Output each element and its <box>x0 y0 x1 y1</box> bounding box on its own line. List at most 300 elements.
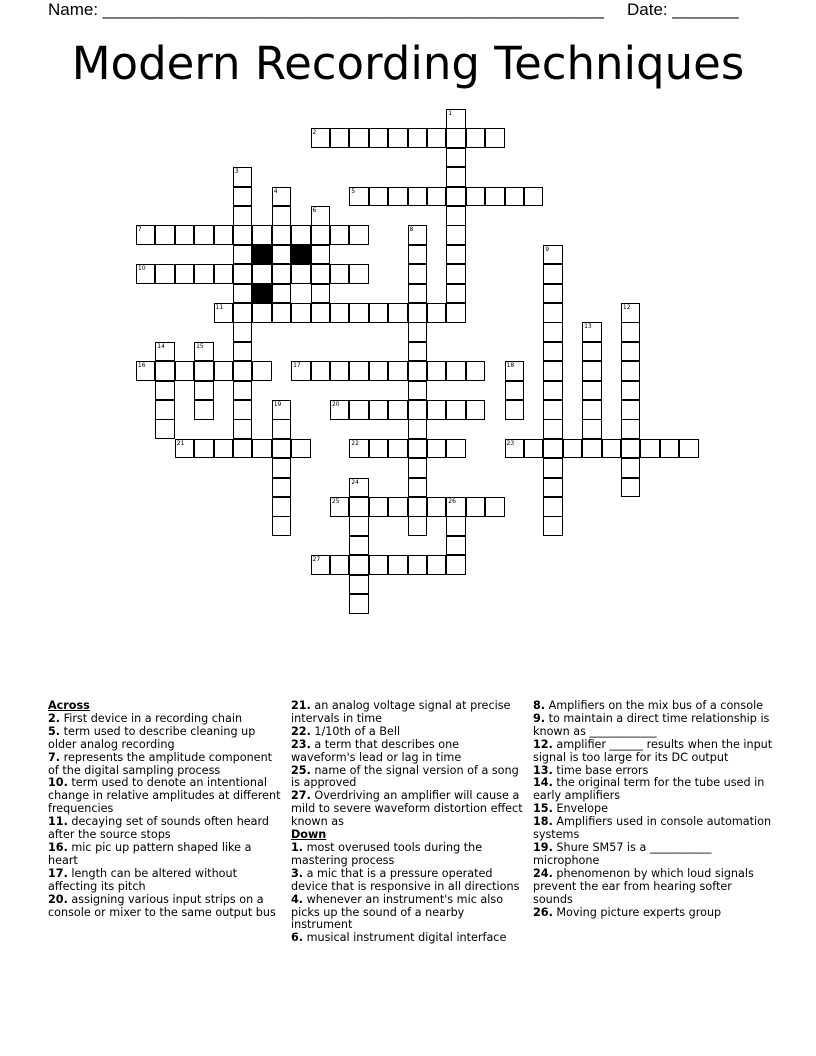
clue-number: 1 <box>448 110 453 117</box>
clue <box>291 765 526 791</box>
clue-number: 14 <box>157 342 165 350</box>
clue-text: musical instrument digital interface <box>303 931 507 945</box>
grid-cell[interactable] <box>214 264 234 284</box>
clue-number: 18. <box>533 815 553 829</box>
grid-cell[interactable] <box>291 439 311 459</box>
grid-cell[interactable] <box>621 322 641 342</box>
grid-cell[interactable] <box>311 361 331 381</box>
clue <box>48 726 283 752</box>
grid-cell[interactable] <box>446 148 466 168</box>
clue-number: 13 <box>584 323 592 331</box>
across-clue-list-continued <box>291 700 526 829</box>
grid-block-cell <box>252 284 272 304</box>
grid-cell[interactable] <box>660 439 680 459</box>
grid-cell[interactable] <box>155 264 175 284</box>
grid-cell[interactable] <box>291 264 311 284</box>
grid-cell[interactable] <box>136 264 156 284</box>
clue-number: 3 <box>234 168 239 176</box>
grid-cell[interactable] <box>388 187 408 207</box>
grid-cell[interactable] <box>466 497 486 517</box>
grid-cell[interactable] <box>621 342 641 362</box>
grid-cell[interactable] <box>621 439 641 459</box>
grid-cell[interactable] <box>621 361 641 381</box>
grid-cell[interactable] <box>369 497 389 517</box>
grid-cell[interactable] <box>388 439 408 459</box>
grid-cell[interactable] <box>272 478 292 498</box>
clue-number: 14. <box>533 776 553 790</box>
clue-text: length can be altered without affecting its pitch <box>48 866 237 893</box>
grid-cell[interactable] <box>485 497 505 517</box>
grid-cell[interactable] <box>155 361 175 381</box>
grid-cell[interactable] <box>621 400 641 420</box>
clue-text: decaying set of sounds often heard after the source stops <box>48 815 270 842</box>
grid-cell[interactable] <box>233 419 253 439</box>
grid-cell[interactable] <box>446 497 466 517</box>
grid-cell[interactable] <box>369 555 389 575</box>
clue <box>48 868 283 894</box>
clue <box>48 816 283 842</box>
grid-cell[interactable] <box>408 187 428 207</box>
clue-text: Envelope <box>552 802 608 816</box>
clue-number: 2. <box>48 711 61 725</box>
grid-cell[interactable] <box>272 458 292 478</box>
grid-cell[interactable] <box>349 478 369 498</box>
grid-cell[interactable] <box>408 478 428 498</box>
clue-number: 10 <box>137 265 146 273</box>
clue-number: 3. <box>291 866 304 880</box>
clue-number: 19 <box>273 401 282 408</box>
grid-cell[interactable] <box>388 361 408 381</box>
clue-text: phenomenon by which loud signals prevent the ear from hearing softer sounds <box>533 866 754 906</box>
grid-cell[interactable] <box>252 225 272 245</box>
grid-cell[interactable] <box>349 361 369 381</box>
clue <box>291 700 526 726</box>
grid-cell[interactable] <box>446 400 466 420</box>
grid-cell[interactable] <box>175 264 195 284</box>
grid-cell[interactable] <box>582 439 602 459</box>
grid-cell[interactable] <box>446 128 466 148</box>
grid-cell[interactable] <box>272 497 292 517</box>
grid-cell[interactable] <box>194 439 214 459</box>
grid-cell[interactable] <box>427 361 447 381</box>
clue <box>291 894 526 933</box>
clue-number: 21. <box>291 699 311 712</box>
grid-cell[interactable] <box>408 439 428 459</box>
grid-cell[interactable] <box>446 303 466 323</box>
grid-cell[interactable] <box>291 361 311 381</box>
grid-cell[interactable] <box>330 264 350 284</box>
across-heading: Across <box>48 699 90 712</box>
grid-cell[interactable] <box>543 439 563 459</box>
grid-cell[interactable] <box>388 497 408 517</box>
grid-cell[interactable] <box>291 303 311 323</box>
clue-text: assigning various input strips on a console or mixer to the same output bus <box>48 892 276 919</box>
grid-cell[interactable] <box>408 497 428 517</box>
grid-cell[interactable] <box>485 187 505 207</box>
grid-cell[interactable] <box>408 303 428 323</box>
grid-cell[interactable] <box>233 322 253 342</box>
grid-cell[interactable] <box>233 264 253 284</box>
clue <box>533 816 773 842</box>
grid-cell[interactable] <box>233 245 253 265</box>
clue-number: 8 <box>409 226 414 234</box>
grid-cell[interactable] <box>155 342 175 362</box>
grid-cell[interactable] <box>408 225 428 245</box>
clue <box>48 752 283 778</box>
clue <box>533 739 773 765</box>
clue-number: 19. <box>533 840 553 854</box>
grid-cell[interactable] <box>621 478 641 498</box>
clue-number: 13. <box>533 763 553 777</box>
grid-cell[interactable] <box>446 109 466 129</box>
grid-cell[interactable] <box>311 128 331 148</box>
grid-cell[interactable] <box>136 361 156 381</box>
grid-cell[interactable] <box>349 187 369 207</box>
grid-cell[interactable] <box>349 536 369 556</box>
grid-cell[interactable] <box>466 128 486 148</box>
clue <box>533 907 773 920</box>
grid-cell[interactable] <box>349 225 369 245</box>
clue-text: time base errors <box>552 763 649 777</box>
grid-cell[interactable] <box>272 516 292 536</box>
grid-cell[interactable] <box>349 516 369 536</box>
clue-number: 4 <box>273 187 278 195</box>
clue-text: Amplifiers used in console automation systems <box>533 815 772 842</box>
clue-number: 6. <box>291 931 304 945</box>
grid-cell[interactable] <box>311 264 331 284</box>
grid-cell[interactable] <box>349 439 369 459</box>
grid-cell[interactable] <box>311 225 331 245</box>
grid-cell[interactable] <box>446 284 466 304</box>
clue <box>291 790 526 829</box>
grid-cell[interactable] <box>543 245 563 265</box>
grid-cell[interactable] <box>388 128 408 148</box>
grid-cell[interactable] <box>349 497 369 517</box>
grid-cell[interactable] <box>272 303 292 323</box>
name-line: Name: _____________________________________________________ <box>48 0 604 19</box>
down-heading: Down <box>291 828 327 842</box>
grid-cell[interactable] <box>311 206 331 226</box>
grid-cell[interactable] <box>233 225 253 245</box>
grid-cell[interactable] <box>155 419 175 439</box>
grid-cell[interactable] <box>427 400 447 420</box>
clue-number: 9. <box>533 711 546 725</box>
clue-text: represents the amplitude component of the digital sampling process <box>48 750 273 777</box>
grid-cell[interactable] <box>233 400 253 420</box>
grid-cell[interactable] <box>136 225 156 245</box>
grid-cell[interactable] <box>330 361 350 381</box>
grid-cell[interactable] <box>252 439 272 459</box>
grid-cell[interactable] <box>369 303 389 323</box>
grid-block-cell <box>252 245 272 265</box>
grid-cell[interactable] <box>563 439 583 459</box>
grid-cell[interactable] <box>582 322 602 342</box>
grid-cell[interactable] <box>582 342 602 362</box>
clue-text: to maintain a direct time relationship is known as ____________ <box>533 711 770 738</box>
grid-cell[interactable] <box>194 264 214 284</box>
grid-cell[interactable] <box>194 342 214 362</box>
grid-cell[interactable] <box>543 342 563 362</box>
grid-cell[interactable] <box>408 516 428 536</box>
grid-cell[interactable] <box>640 439 660 459</box>
clue-text: First device in a recording chain <box>60 711 243 725</box>
grid-cell[interactable] <box>369 400 389 420</box>
grid-cell[interactable] <box>155 400 175 420</box>
grid-cell[interactable] <box>543 478 563 498</box>
clue-number: 15 <box>196 342 204 350</box>
grid-cell[interactable] <box>621 419 641 439</box>
clue-text: Moving picture experts group <box>552 905 722 919</box>
grid-cell[interactable] <box>233 439 253 459</box>
grid-cell[interactable] <box>427 439 447 459</box>
grid-cell[interactable] <box>446 555 466 575</box>
grid-cell[interactable] <box>155 381 175 401</box>
grid-cell[interactable] <box>214 439 234 459</box>
clue-number: 16 <box>137 362 146 370</box>
grid-cell[interactable] <box>408 555 428 575</box>
grid-cell[interactable] <box>252 303 272 323</box>
grid-cell[interactable] <box>582 381 602 401</box>
grid-cell[interactable] <box>214 361 234 381</box>
grid-cell[interactable] <box>388 400 408 420</box>
grid-cell[interactable] <box>233 342 253 362</box>
clue-text: 1/10th of a Bell <box>310 724 401 738</box>
grid-cell[interactable] <box>582 361 602 381</box>
grid-cell[interactable] <box>446 167 466 187</box>
clues-column-2 <box>291 700 526 945</box>
grid-cell[interactable] <box>349 575 369 595</box>
grid-cell[interactable] <box>543 303 563 323</box>
clue <box>48 894 283 920</box>
clue-text: a term that describes one waveform's lead or lag in time <box>291 737 462 764</box>
grid-cell[interactable] <box>543 361 563 381</box>
grid-block-cell <box>291 245 311 265</box>
grid-cell[interactable] <box>233 187 253 207</box>
clue-text: Shure SM57 is a ___________ microphone <box>533 840 712 867</box>
grid-cell[interactable] <box>349 264 369 284</box>
grid-cell[interactable] <box>272 284 292 304</box>
clue-number: 11. <box>48 815 68 829</box>
clue-text: whenever an instrument's mic also picks up the sound of a nearby instrument <box>291 892 504 932</box>
clue-number: 12 <box>622 304 631 311</box>
grid-cell[interactable] <box>505 361 525 381</box>
clue-number: 2 <box>312 129 317 137</box>
grid-cell[interactable] <box>272 419 292 439</box>
grid-cell[interactable] <box>272 245 292 265</box>
grid-cell[interactable] <box>543 497 563 517</box>
grid-cell[interactable] <box>194 225 214 245</box>
grid-cell[interactable] <box>446 264 466 284</box>
grid-cell[interactable] <box>272 400 292 420</box>
clue-number: 24 <box>351 478 359 486</box>
grid-cell[interactable] <box>233 381 253 401</box>
grid-cell[interactable] <box>330 555 350 575</box>
grid-cell[interactable] <box>505 439 525 459</box>
clue-text: mic pic up pattern shaped like a heart <box>48 840 252 867</box>
grid-cell[interactable] <box>272 264 292 284</box>
grid-cell[interactable] <box>408 264 428 284</box>
clue-number: 24. <box>533 866 553 880</box>
grid-cell[interactable] <box>369 128 389 148</box>
grid-cell[interactable] <box>427 303 447 323</box>
grid-cell[interactable] <box>543 516 563 536</box>
down-clue-list <box>291 842 526 945</box>
grid-cell[interactable] <box>233 303 253 323</box>
grid-cell[interactable] <box>446 361 466 381</box>
clue-number: 18 <box>506 362 515 370</box>
grid-cell[interactable] <box>252 361 272 381</box>
grid-cell[interactable] <box>272 439 292 459</box>
clue-number: 22. <box>291 724 311 738</box>
clue-text: an analog voltage signal at precise intervals in time <box>291 699 511 725</box>
grid-cell[interactable] <box>388 555 408 575</box>
down-clue-list-continued <box>533 700 773 919</box>
grid-cell[interactable] <box>194 361 214 381</box>
clue-number: 10. <box>48 776 68 790</box>
clue-number: 6 <box>312 207 317 214</box>
clue-text: most overused tools during the mastering process <box>291 840 483 867</box>
grid-cell[interactable] <box>330 497 350 517</box>
grid-cell[interactable] <box>485 128 505 148</box>
grid-cell[interactable] <box>543 284 563 304</box>
grid-cell[interactable] <box>408 361 428 381</box>
grid-cell[interactable] <box>194 381 214 401</box>
grid-cell[interactable] <box>233 361 253 381</box>
grid-cell[interactable] <box>679 439 699 459</box>
clue-number: 9 <box>545 245 550 253</box>
grid-cell[interactable] <box>446 245 466 265</box>
grid-cell[interactable] <box>505 381 525 401</box>
grid-cell[interactable] <box>291 225 311 245</box>
grid-cell[interactable] <box>446 225 466 245</box>
grid-cell[interactable] <box>369 187 389 207</box>
clue <box>48 777 283 816</box>
clue-number: 26. <box>533 905 553 919</box>
grid-cell[interactable] <box>369 361 389 381</box>
clue-text: Overdriving an amplifier will cause a mild to severe waveform distortion effect known as <box>291 789 523 829</box>
clue <box>48 842 283 868</box>
grid-cell[interactable] <box>330 400 350 420</box>
clue <box>533 777 773 803</box>
grid-cell[interactable] <box>330 128 350 148</box>
grid-cell[interactable] <box>446 206 466 226</box>
grid-cell[interactable] <box>408 419 428 439</box>
grid-cell[interactable] <box>252 264 272 284</box>
grid-cell[interactable] <box>543 322 563 342</box>
clue <box>291 842 526 868</box>
grid-cell[interactable] <box>466 361 486 381</box>
grid-cell[interactable] <box>427 128 447 148</box>
grid-cell[interactable] <box>543 458 563 478</box>
grid-cell[interactable] <box>446 187 466 207</box>
grid-cell[interactable] <box>408 381 428 401</box>
grid-cell[interactable] <box>408 284 428 304</box>
grid-cell[interactable] <box>349 555 369 575</box>
grid-cell[interactable] <box>621 381 641 401</box>
grid-cell[interactable] <box>543 400 563 420</box>
grid-cell[interactable] <box>408 322 428 342</box>
grid-cell[interactable] <box>349 303 369 323</box>
grid-cell[interactable] <box>155 225 175 245</box>
clue-number: 27 <box>312 556 321 564</box>
grid-cell[interactable] <box>582 419 602 439</box>
grid-cell[interactable] <box>233 284 253 304</box>
grid-cell[interactable] <box>582 400 602 420</box>
grid-cell[interactable] <box>311 555 331 575</box>
grid-cell[interactable] <box>466 400 486 420</box>
grid-cell[interactable] <box>505 400 525 420</box>
across-clue-list <box>48 713 283 920</box>
grid-cell[interactable] <box>330 225 350 245</box>
grid-cell[interactable] <box>621 303 641 323</box>
grid-cell[interactable] <box>505 187 525 207</box>
grid-cell[interactable] <box>175 361 195 381</box>
grid-cell[interactable] <box>543 381 563 401</box>
clue-number: 26 <box>448 498 456 505</box>
grid-cell[interactable] <box>446 516 466 536</box>
grid-cell[interactable] <box>233 206 253 226</box>
grid-cell[interactable] <box>466 187 486 207</box>
grid-cell[interactable] <box>446 536 466 556</box>
grid-cell[interactable] <box>175 225 195 245</box>
page-title: Modern Recording Techniques <box>71 37 745 90</box>
clue-number: 23 <box>506 439 515 447</box>
grid-cell[interactable] <box>388 303 408 323</box>
grid-cell[interactable] <box>349 594 369 614</box>
grid-cell[interactable] <box>233 167 253 187</box>
grid-cell[interactable] <box>446 439 466 459</box>
date-line: Date: _______ <box>627 0 739 19</box>
grid-cell[interactable] <box>272 225 292 245</box>
clue <box>533 842 773 868</box>
grid-cell[interactable] <box>408 128 428 148</box>
grid-cell[interactable] <box>311 245 331 265</box>
grid-cell[interactable] <box>311 303 331 323</box>
grid-cell[interactable] <box>427 187 447 207</box>
grid-cell[interactable] <box>408 342 428 362</box>
clue-number: 17 <box>293 362 301 370</box>
grid-cell[interactable] <box>349 400 369 420</box>
grid-cell[interactable] <box>543 264 563 284</box>
grid-cell[interactable] <box>272 206 292 226</box>
grid-cell[interactable] <box>408 458 428 478</box>
grid-cell[interactable] <box>408 400 428 420</box>
clue-number: 27. <box>291 789 311 803</box>
grid-cell[interactable] <box>272 187 292 207</box>
clue-text: Amplifiers on the mix bus of a console <box>545 699 764 712</box>
grid-cell[interactable] <box>214 225 234 245</box>
clue-number: 25 <box>331 498 340 505</box>
grid-cell[interactable] <box>214 303 234 323</box>
grid-cell[interactable] <box>311 284 331 304</box>
clue-number: 15. <box>533 802 553 816</box>
grid-cell[interactable] <box>543 419 563 439</box>
grid-cell[interactable] <box>621 458 641 478</box>
grid-cell[interactable] <box>427 555 447 575</box>
grid-cell[interactable] <box>330 303 350 323</box>
grid-cell[interactable] <box>175 439 195 459</box>
grid-cell[interactable] <box>349 128 369 148</box>
clue <box>533 713 773 739</box>
grid-cell[interactable] <box>369 439 389 459</box>
grid-cell[interactable] <box>194 400 214 420</box>
grid-cell[interactable] <box>408 245 428 265</box>
grid-cell[interactable] <box>524 439 544 459</box>
grid-cell[interactable] <box>427 497 447 517</box>
grid-cell[interactable] <box>524 187 544 207</box>
grid-cell[interactable] <box>602 439 622 459</box>
clues-column-3 <box>533 700 773 919</box>
